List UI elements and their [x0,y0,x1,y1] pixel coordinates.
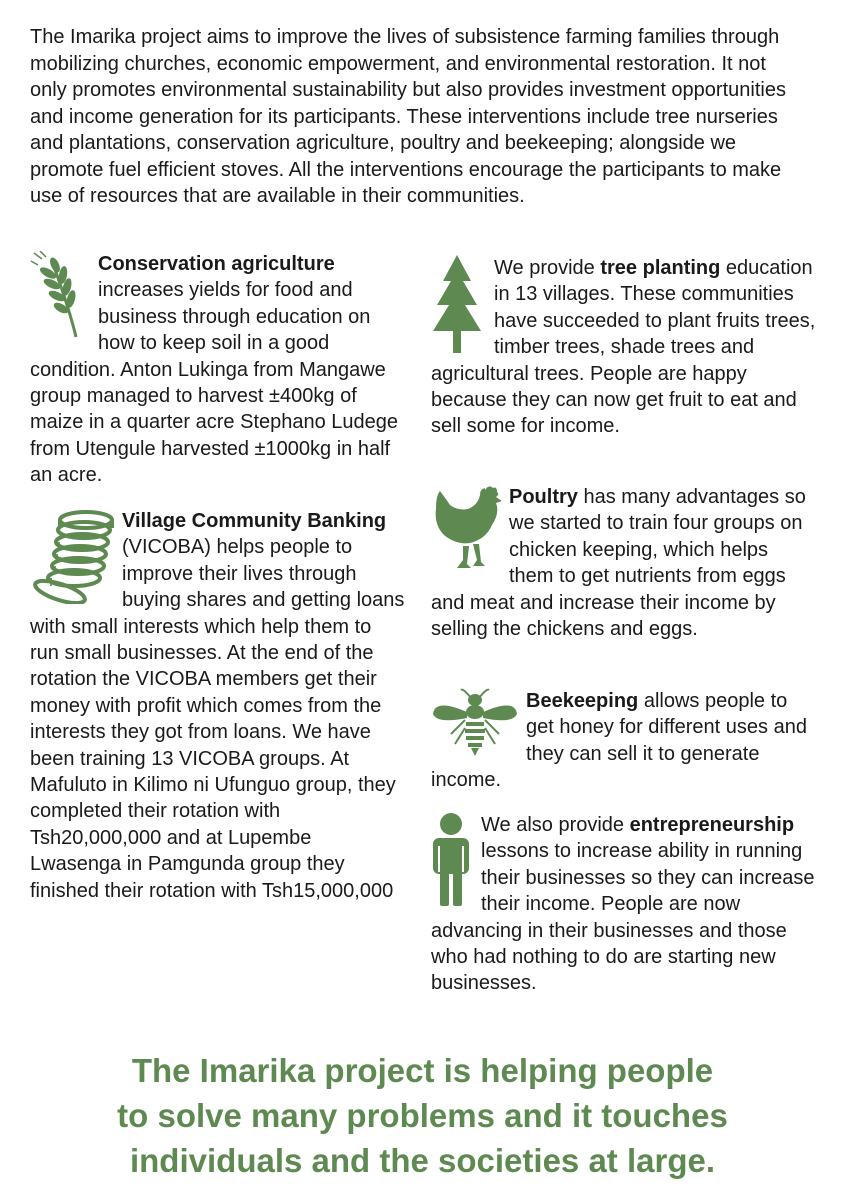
vicoba-body: (VICOBA) helps people to improve their lives through buying shares and getting loans with small interests which help them to run small businesses. At the end of the rotation the VICOBA members get their money with profit which comes from the interests they got from loans. We have been training 13 VICOBA groups. At Mafuluto in Kilimo ni Ufunguo group, they completed their rotation with Tsh20,000,000 and at Lupembe Lwasenga in Pamgunda group they finished their rotation with Tsh15,000,000 [30,536,405,902]
beekeeping-title: Beekeeping [526,690,639,712]
intro-paragraph: The Imarika project aims to improve the lives of subsistence farming families through mobilizing churches, economic empowerment, and environmental restoration. It not only promotes environmental sustainability but also provides investment opportunities and income generation for its participants. These interventions include tree nurseries and plantations, conservation agriculture, poultry and beekeeping; alongside we promote fuel efficient stoves. All the interventions encourage the participants to make use of resources that are available in their communities. [30,26,786,207]
closing-statement [0,1048,845,1183]
entrepreneurship-section [431,812,816,997]
entrepreneurship-intro: We also provide [481,814,630,836]
bee-icon [431,688,526,760]
trees-section [431,255,816,440]
poultry-title: Poultry [509,486,578,508]
entrepreneurship-title: entrepreneurship [629,814,795,836]
trees-intro: We provide [494,257,601,279]
beekeeping-body: allows people to get honey for different uses and they can sell it to generate income. [431,690,807,792]
closing-line-1: The Imarika project is helping people [131,1052,714,1089]
conservation-section [30,251,405,489]
poultry-body: has many advantages so we started to train four groups on chicken keeping, which helps them to get nutrients from eggs and meat and increase their income by selling the chickens and eggs. [431,486,806,641]
trees-body: education in 13 villages. These communities have succeeded to plant fruits trees, timber trees, shade trees and agricultural trees. People are happy because they can now get fruit to eat and sell some for income. [431,257,816,438]
closing-line-3: individuals and the societies at large. [129,1142,715,1179]
vicoba-title: Village Community Banking [122,510,387,532]
entrepreneurship-body: lessons to increase ability in running their businesses so they can increase their income. People are now advancing in their businesses and those who had nothing to do are starting new businesses. [431,840,815,995]
tree-icon [431,255,494,359]
conservation-title: Conservation agriculture [98,253,335,275]
beekeeping-section [431,688,816,794]
poultry-section [431,484,816,642]
chicken-icon [431,484,509,580]
trees-title: tree planting [600,257,721,279]
closing-line-2: to solve many problems and it touches [117,1097,728,1134]
vicoba-section [30,508,405,904]
wheat-icon [30,251,98,339]
conservation-body: increases yields for food and business through education on how to keep soil in a good condition. Anton Lukinga from Mangawe group managed to harvest ±400kg of maize in a quarter acre Stephano Ludege from Utengule harvested ±1000kg in half an acre. [30,279,399,487]
coins-icon [30,508,122,608]
person-icon [431,812,481,910]
